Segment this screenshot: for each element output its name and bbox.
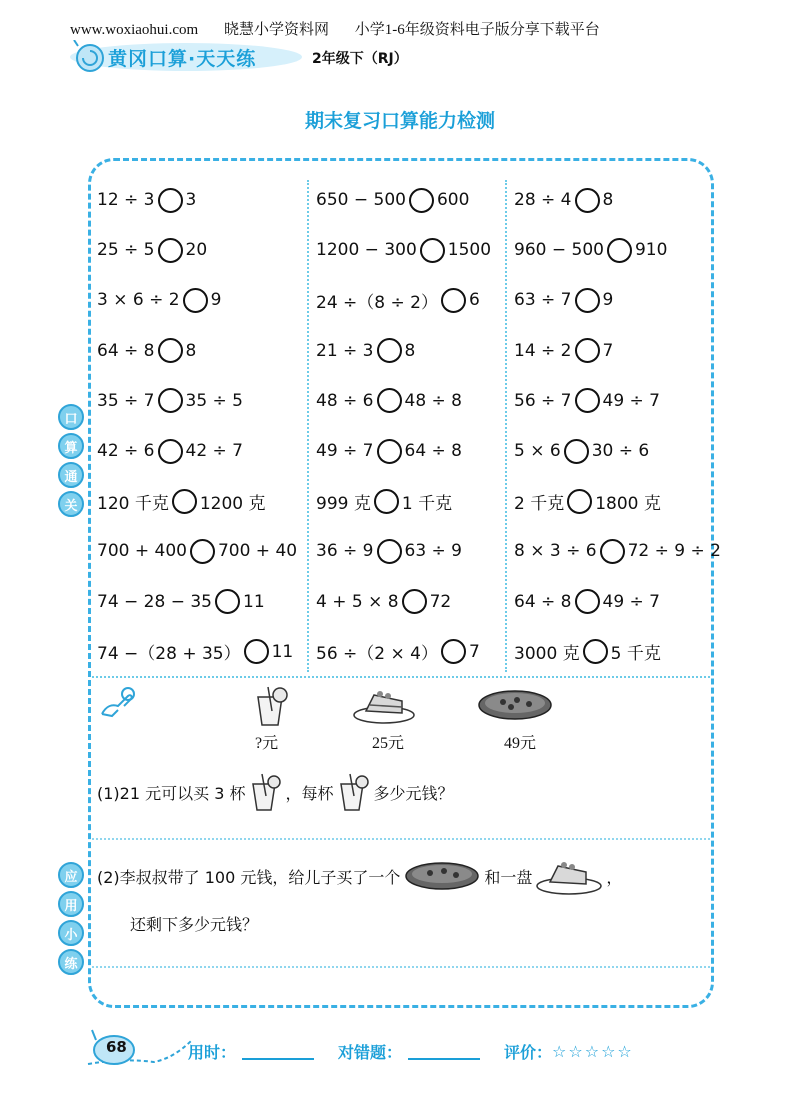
answer-circle[interactable]	[172, 489, 197, 514]
compare-right: 8	[602, 190, 614, 211]
compare-right: 1800 克	[595, 493, 661, 514]
compare-right: 7	[468, 641, 480, 662]
compare-row	[316, 526, 491, 576]
book-logo: 黄冈口算·天天练	[108, 48, 257, 70]
answer-circle[interactable]	[575, 388, 600, 413]
compare-left: 3 × 6 ÷ 2	[97, 290, 180, 311]
site-header	[70, 18, 622, 39]
answer-circle[interactable]	[183, 288, 208, 313]
page-title: 期末复习口算能力检测	[304, 110, 495, 132]
compare-left: 48 ÷ 6	[316, 390, 374, 411]
compare-left: 4 + 5 × 8	[316, 591, 399, 612]
compare-row	[97, 577, 297, 627]
compare-right: 1500	[447, 240, 492, 261]
compare-row	[97, 476, 297, 526]
correct-blank[interactable]	[408, 1044, 480, 1060]
question-2	[97, 856, 622, 896]
compare-right: 1 千克	[401, 493, 453, 514]
compare-column-1	[97, 175, 297, 677]
answer-circle[interactable]	[158, 439, 183, 464]
compare-row	[316, 426, 491, 476]
compare-row	[97, 627, 297, 677]
time-blank[interactable]	[242, 1044, 314, 1060]
compare-row	[316, 627, 491, 677]
pointing-hand-icon	[98, 684, 138, 720]
compare-right: 72	[429, 591, 452, 612]
side-tag-char: 算	[58, 433, 84, 459]
pizza-icon	[477, 688, 553, 722]
question-1-part-b: ，每杯	[285, 783, 334, 803]
juice-icon	[247, 772, 283, 812]
compare-left: 49 ÷ 7	[316, 441, 374, 462]
answer-circle[interactable]	[607, 238, 632, 263]
answer-circle[interactable]	[377, 338, 402, 363]
compare-right: 48 ÷ 8	[404, 390, 462, 411]
compare-right: 600	[436, 190, 470, 211]
compare-right: 9	[602, 290, 614, 311]
answer-circle[interactable]	[377, 539, 402, 564]
side-tag-char: 小	[58, 920, 84, 946]
compare-left: 650 − 500	[316, 190, 406, 211]
compare-row	[97, 275, 297, 325]
answer-circle[interactable]	[441, 639, 466, 664]
compare-row	[316, 577, 491, 627]
compare-right: 49 ÷ 7	[602, 390, 660, 411]
compare-column-2	[316, 175, 491, 677]
column-divider	[505, 180, 507, 672]
answer-circle[interactable]	[402, 589, 427, 614]
compare-row	[514, 376, 721, 426]
compare-right: 1200 克	[199, 493, 266, 514]
juice-icon	[250, 685, 290, 727]
compare-left: 64 ÷ 8	[514, 591, 572, 612]
compare-left: 74 − 28 − 35	[97, 591, 212, 612]
compare-row	[514, 627, 721, 677]
answer-circle[interactable]	[575, 338, 600, 363]
compare-column-3	[514, 175, 721, 677]
compare-right: 42 ÷ 7	[185, 441, 243, 462]
cake-icon	[534, 856, 604, 896]
answer-circle[interactable]	[158, 388, 183, 413]
answer-circle[interactable]	[420, 238, 445, 263]
answer-circle[interactable]	[564, 439, 589, 464]
compare-row	[316, 476, 491, 526]
compare-right: 20	[185, 240, 208, 261]
compare-left: 12 ÷ 3	[97, 190, 155, 211]
answer-circle[interactable]	[158, 188, 183, 213]
answer-circle[interactable]	[190, 539, 215, 564]
cake-icon	[352, 685, 416, 725]
compare-row	[97, 526, 297, 576]
compare-left: 120 千克	[97, 493, 169, 514]
side-tag-char: 练	[58, 949, 84, 975]
compare-left: 42 ÷ 6	[97, 441, 155, 462]
question-2-part-b: 和一盘	[484, 867, 533, 887]
compare-row	[514, 426, 721, 476]
compare-right: 30 ÷ 6	[591, 441, 650, 462]
answer-divider	[92, 838, 710, 840]
compare-row	[97, 376, 297, 426]
answer-circle[interactable]	[575, 288, 600, 313]
question-2-part-c: ，	[606, 867, 623, 887]
footer-bar	[188, 1040, 634, 1063]
answer-circle[interactable]	[409, 188, 434, 213]
compare-row	[514, 225, 721, 275]
compare-left: 36 ÷ 9	[316, 541, 374, 562]
compare-right: 910	[634, 240, 668, 261]
compare-right: 700 + 40	[217, 541, 298, 562]
answer-circle[interactable]	[244, 639, 269, 664]
compare-row	[514, 476, 721, 526]
compare-right: 3	[185, 190, 197, 211]
compare-right: 9	[210, 290, 222, 311]
compare-row	[97, 225, 297, 275]
answer-circle[interactable]	[377, 439, 402, 464]
compare-left: 21 ÷ 3	[316, 340, 374, 361]
question-2-part-a: (2)李叔叔带了 100 元钱，给儿子买了一个	[97, 867, 401, 887]
answer-circle[interactable]	[215, 589, 240, 614]
correct-label: 对错题：	[338, 1043, 403, 1062]
side-tag-char: 口	[58, 404, 84, 430]
compare-row	[97, 326, 297, 376]
side-tag-char: 应	[58, 862, 84, 888]
page-number: 68	[106, 1038, 127, 1056]
compare-left: 5 × 6	[514, 441, 561, 462]
question-1	[97, 772, 454, 812]
answer-circle[interactable]	[158, 338, 183, 363]
juice-price: ?元	[255, 735, 279, 752]
answer-circle[interactable]	[158, 238, 183, 263]
compare-right: 6	[468, 290, 480, 311]
time-label: 用时：	[188, 1043, 237, 1062]
compare-row	[514, 577, 721, 627]
compare-left: 1200 − 300	[316, 240, 417, 261]
compare-left: 999 克	[316, 493, 371, 514]
compare-right: 11	[243, 591, 265, 612]
juice-icon	[335, 772, 371, 812]
compare-left: 8 × 3 ÷ 6	[514, 541, 597, 562]
question-1-part-c: 多少元钱？	[373, 783, 454, 803]
compare-left: 960 − 500	[514, 240, 604, 261]
compare-left: 24 ÷（8 ÷ 2）	[316, 292, 438, 313]
site-slogan: 小学1-6年级资料电子版分享下载平台	[354, 22, 600, 38]
grade-label: 2年级下（RJ）	[312, 51, 408, 67]
compare-row	[316, 326, 491, 376]
answer-circle[interactable]	[377, 388, 402, 413]
compare-row	[316, 275, 491, 325]
snail-page-icon	[84, 1028, 194, 1068]
compare-row	[316, 376, 491, 426]
answer-circle[interactable]	[575, 589, 600, 614]
compare-left: 56 ÷（2 × 4）	[316, 644, 438, 665]
pizza-price: 49元	[504, 735, 537, 752]
compare-right: 35 ÷ 5	[185, 390, 243, 411]
compare-right: 72 ÷ 9 ÷ 2	[627, 541, 721, 562]
question-2-part-d: 还剩下多少元钱？	[130, 915, 259, 934]
compare-row	[514, 175, 721, 225]
compare-left: 25 ÷ 5	[97, 240, 155, 261]
compare-row	[514, 526, 721, 576]
compare-row	[97, 175, 297, 225]
answer-circle[interactable]	[575, 188, 600, 213]
compare-row	[514, 275, 721, 325]
compare-left: 700 + 400	[97, 541, 187, 562]
compare-right: 5 千克	[610, 644, 661, 665]
pizza-icon	[404, 859, 480, 893]
section-divider	[92, 676, 710, 678]
compare-right: 7	[602, 340, 614, 361]
answer-divider	[92, 966, 710, 968]
site-url[interactable]: www.woxiaohui.com	[70, 22, 199, 38]
compare-left: 64 ÷ 8	[97, 340, 155, 361]
answer-circle[interactable]	[583, 639, 608, 664]
compare-left: 56 ÷ 7	[514, 390, 572, 411]
compare-row	[316, 175, 491, 225]
compare-left: 35 ÷ 7	[97, 390, 155, 411]
compare-right: 49 ÷ 7	[602, 591, 660, 612]
compare-right: 11	[271, 641, 294, 662]
compare-row	[97, 426, 297, 476]
side-tag-yingyong	[58, 862, 84, 975]
compare-left: 63 ÷ 7	[514, 290, 572, 311]
side-tag-char: 用	[58, 891, 84, 917]
compare-right: 8	[185, 340, 197, 361]
compare-left: 28 ÷ 4	[514, 190, 572, 211]
site-name: 晓慧小学资料网	[223, 22, 329, 38]
compare-right: 63 ÷ 9	[404, 541, 462, 562]
answer-circle[interactable]	[600, 539, 625, 564]
compare-left: 2 千克	[514, 493, 565, 514]
answer-circle[interactable]	[374, 489, 399, 514]
cake-price: 25元	[372, 735, 405, 752]
compare-row	[316, 225, 491, 275]
question-1-part-a: (1)21 元可以买 3 杯	[97, 783, 246, 803]
rating-label: 评价：	[504, 1043, 553, 1062]
compare-left: 74 −（28 + 35）	[97, 644, 241, 665]
side-tag-char: 关	[58, 491, 84, 517]
compare-right: 64 ÷ 8	[404, 441, 462, 462]
side-tag-kousuan	[58, 404, 84, 517]
rating-stars[interactable]: ☆☆☆☆☆	[552, 1042, 634, 1061]
compare-left: 3000 克	[514, 644, 580, 665]
answer-circle[interactable]	[441, 288, 466, 313]
side-tag-char: 通	[58, 462, 84, 488]
compare-row	[514, 326, 721, 376]
column-divider	[307, 180, 309, 672]
compare-left: 14 ÷ 2	[514, 340, 572, 361]
compare-right: 8	[404, 340, 416, 361]
answer-circle[interactable]	[567, 489, 592, 514]
